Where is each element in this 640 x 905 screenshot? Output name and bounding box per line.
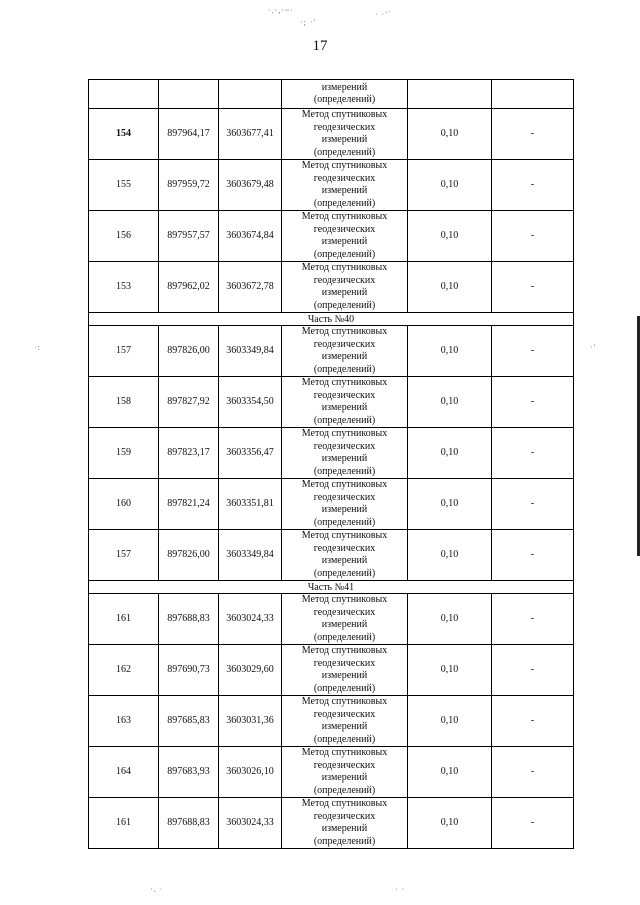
table-row [89, 428, 574, 479]
x-coordinate-cell: 897826,00 [159, 530, 219, 581]
point-number-cell: 156 [89, 211, 159, 262]
x-coordinate-cell: 897826,00 [159, 326, 219, 377]
y-coordinate-cell: 3603679,48 [219, 160, 282, 211]
y-coordinate-cell: 3603674,84 [219, 211, 282, 262]
method-line: измерений [321, 619, 368, 630]
table-row [89, 645, 574, 696]
x-coordinate-cell: 897690,73 [159, 645, 219, 696]
x-coordinate-cell: 897823,17 [159, 428, 219, 479]
method-line: измерений [321, 823, 368, 834]
y-coordinate-cell: 3603026,10 [219, 747, 282, 798]
accuracy-cell: 0,10 [408, 747, 492, 798]
accuracy-cell: 0,10 [408, 262, 492, 313]
scan-artifact: · ·'´ [375, 10, 392, 19]
method-line: Метод спутниковых [301, 747, 388, 758]
part-label: Часть №41 [89, 581, 574, 594]
method-line: измерений [321, 134, 368, 145]
method-line: (определений) [313, 94, 376, 105]
point-number-cell: 163 [89, 696, 159, 747]
note-cell: - [492, 262, 574, 313]
method-line: (определений) [313, 567, 376, 579]
method-line: измерений [321, 236, 368, 247]
note-cell: - [492, 798, 574, 849]
note-cell: - [492, 479, 574, 530]
method-cell [282, 326, 408, 377]
table-row [89, 377, 574, 428]
scan-artifact: ·.·,·~· [268, 6, 294, 15]
note-cell: - [492, 326, 574, 377]
point-number-cell: 155 [89, 160, 159, 211]
method-line: (определений) [313, 414, 376, 426]
y-coordinate-cell: 3603029,60 [219, 645, 282, 696]
method-line: Метод спутниковых [301, 109, 388, 120]
scan-artifact: ·. · [150, 885, 164, 894]
method-cell [282, 109, 408, 160]
method-line: Метод спутниковых [301, 696, 388, 707]
method-line: Метод спутниковых [301, 479, 388, 490]
point-cell [89, 80, 159, 109]
table-row [89, 479, 574, 530]
scan-artifact: ·' [590, 343, 597, 352]
x-cell [159, 80, 219, 109]
accuracy-cell: 0,10 [408, 530, 492, 581]
method-line: Метод спутниковых [301, 645, 388, 656]
x-coordinate-cell: 897964,17 [159, 109, 219, 160]
method-line: геодезических [313, 759, 376, 771]
method-line: измерений [321, 555, 368, 566]
note-cell: - [492, 428, 574, 479]
method-cell [282, 530, 408, 581]
note-cell: - [492, 377, 574, 428]
table-row [89, 80, 574, 109]
method-line: геодезических [313, 172, 376, 184]
point-number-cell: 153 [89, 262, 159, 313]
table-row [89, 262, 574, 313]
y-coordinate-cell: 3603351,81 [219, 479, 282, 530]
method-line: измерений [321, 402, 368, 413]
accuracy-cell: 0,10 [408, 377, 492, 428]
accuracy-cell: 0,10 [408, 428, 492, 479]
y-coordinate-cell: 3603349,84 [219, 530, 282, 581]
y-coordinate-cell: 3603024,33 [219, 594, 282, 645]
scan-artifact: · · [395, 885, 406, 894]
method-line: геодезических [313, 542, 376, 554]
table-row [89, 530, 574, 581]
method-line: Метод спутниковых [301, 428, 388, 439]
method-line: геодезических [313, 606, 376, 618]
method-line: измерений [321, 453, 368, 464]
method-line: Метод спутниковых [301, 594, 388, 605]
method-line: геодезических [313, 389, 376, 401]
note-cell: - [492, 211, 574, 262]
x-coordinate-cell: 897688,83 [159, 798, 219, 849]
table-row [89, 594, 574, 645]
y-coordinate-cell: 3603677,41 [219, 109, 282, 160]
y-coordinate-cell: 3603024,33 [219, 798, 282, 849]
method-line: Метод спутниковых [301, 377, 388, 388]
method-line: Метод спутниковых [301, 530, 388, 541]
method-line: (определений) [313, 835, 376, 847]
y-coordinate-cell: 3603349,84 [219, 326, 282, 377]
method-line: геодезических [313, 810, 376, 822]
y-cell [219, 80, 282, 109]
note-cell [492, 80, 574, 109]
method-line: (определений) [313, 197, 376, 209]
method-cell [282, 696, 408, 747]
scan-artifact: ·: [34, 343, 41, 352]
accuracy-cell: 0,10 [408, 109, 492, 160]
method-cell [282, 80, 408, 109]
x-coordinate-cell: 897688,83 [159, 594, 219, 645]
method-line: измерений [321, 721, 368, 732]
method-line: геодезических [313, 223, 376, 235]
method-line: измерений [321, 670, 368, 681]
method-line: измерений [321, 504, 368, 515]
note-cell: - [492, 594, 574, 645]
method-line: геодезических [313, 274, 376, 286]
part-header-row [89, 581, 574, 594]
method-line: измерений [321, 351, 368, 362]
method-line: (определений) [313, 248, 376, 260]
method-line: геодезических [313, 491, 376, 503]
coordinates-table [88, 79, 574, 849]
coordinates-table-body [89, 80, 574, 849]
method-cell [282, 798, 408, 849]
note-cell: - [492, 645, 574, 696]
method-line: геодезических [313, 121, 376, 133]
method-cell [282, 645, 408, 696]
method-line: измерений [321, 287, 368, 298]
y-coordinate-cell: 3603031,36 [219, 696, 282, 747]
method-line: Метод спутниковых [301, 262, 388, 273]
method-line: Метод спутниковых [301, 211, 388, 222]
table-row [89, 211, 574, 262]
x-coordinate-cell: 897957,57 [159, 211, 219, 262]
method-line: геодезических [313, 338, 376, 350]
point-number-cell: 162 [89, 645, 159, 696]
table-row [89, 160, 574, 211]
method-line: Метод спутниковых [301, 160, 388, 171]
method-line: Метод спутниковых [301, 798, 388, 809]
method-cell [282, 262, 408, 313]
point-number-cell: 160 [89, 479, 159, 530]
point-number-cell: 157 [89, 326, 159, 377]
method-line: (определений) [313, 682, 376, 694]
table-row [89, 109, 574, 160]
method-cell [282, 747, 408, 798]
method-line: геодезических [313, 708, 376, 720]
accuracy-cell: 0,10 [408, 645, 492, 696]
part-label: Часть №40 [89, 313, 574, 326]
accuracy-cell [408, 80, 492, 109]
y-coordinate-cell: 3603672,78 [219, 262, 282, 313]
table-row [89, 696, 574, 747]
point-number-cell: 154 [89, 109, 159, 160]
method-cell [282, 594, 408, 645]
method-cell [282, 428, 408, 479]
method-line: геодезических [313, 657, 376, 669]
page-number: 17 [312, 38, 328, 54]
point-number-cell: 164 [89, 747, 159, 798]
method-line: (определений) [313, 465, 376, 477]
y-coordinate-cell: 3603356,47 [219, 428, 282, 479]
note-cell: - [492, 160, 574, 211]
x-coordinate-cell: 897685,83 [159, 696, 219, 747]
method-line: Метод спутниковых [301, 326, 388, 337]
method-cell [282, 211, 408, 262]
x-coordinate-cell: 897827,92 [159, 377, 219, 428]
method-cell [282, 160, 408, 211]
table-row [89, 747, 574, 798]
method-cell [282, 479, 408, 530]
accuracy-cell: 0,10 [408, 798, 492, 849]
method-line: (определений) [313, 299, 376, 311]
accuracy-cell: 0,10 [408, 326, 492, 377]
y-coordinate-cell: 3603354,50 [219, 377, 282, 428]
x-coordinate-cell: 897962,02 [159, 262, 219, 313]
accuracy-cell: 0,10 [408, 160, 492, 211]
x-coordinate-cell: 897683,93 [159, 747, 219, 798]
point-number-cell: 161 [89, 798, 159, 849]
x-coordinate-cell: 897821,24 [159, 479, 219, 530]
x-coordinate-cell: 897959,72 [159, 160, 219, 211]
method-line: геодезических [313, 440, 376, 452]
point-number-cell: 161 [89, 594, 159, 645]
point-number-cell: 157 [89, 530, 159, 581]
scan-artifact: ·; ·' [300, 18, 316, 27]
accuracy-cell: 0,10 [408, 211, 492, 262]
table-row [89, 326, 574, 377]
accuracy-cell: 0,10 [408, 696, 492, 747]
method-cell [282, 377, 408, 428]
method-line: (определений) [313, 733, 376, 745]
point-number-cell: 159 [89, 428, 159, 479]
accuracy-cell: 0,10 [408, 594, 492, 645]
method-line: (определений) [313, 146, 376, 158]
part-header-row [89, 313, 574, 326]
point-number-cell: 158 [89, 377, 159, 428]
method-line: (определений) [313, 363, 376, 375]
method-line: измерений [321, 81, 368, 93]
method-line: (определений) [313, 516, 376, 528]
table-row [89, 798, 574, 849]
note-cell: - [492, 747, 574, 798]
method-line: (определений) [313, 784, 376, 796]
note-cell: - [492, 109, 574, 160]
method-line: (определений) [313, 631, 376, 643]
note-cell: - [492, 696, 574, 747]
method-line: измерений [321, 772, 368, 783]
note-cell: - [492, 530, 574, 581]
method-line: измерений [321, 185, 368, 196]
accuracy-cell: 0,10 [408, 479, 492, 530]
